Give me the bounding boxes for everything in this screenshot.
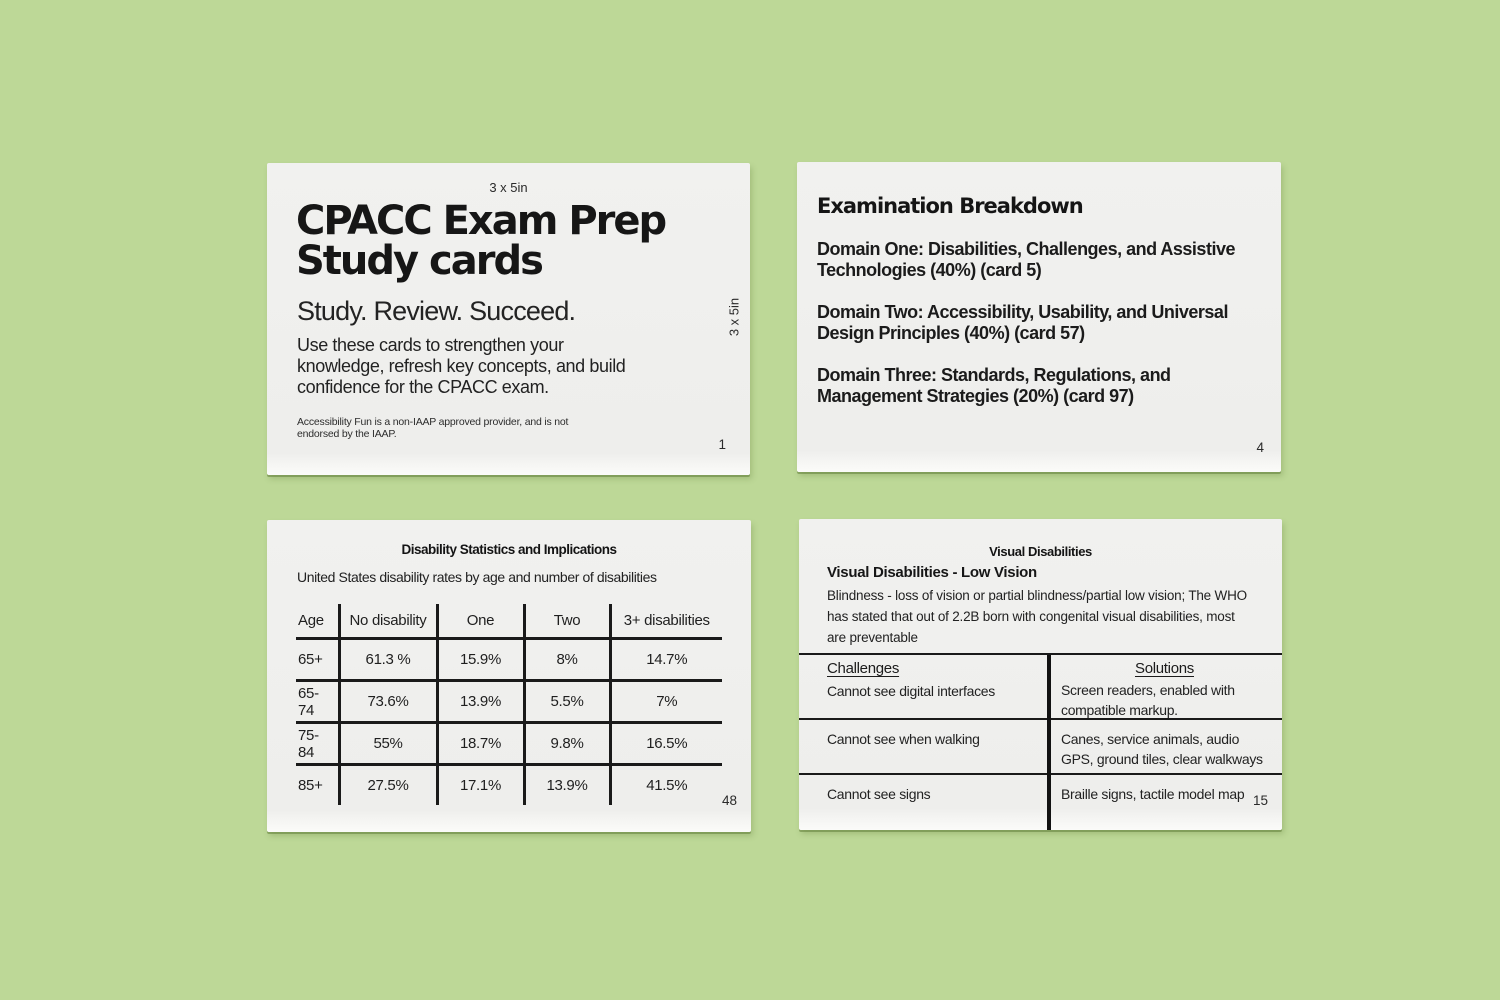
header-three-plus: 3+ disabilities bbox=[610, 604, 722, 639]
solution-cell bbox=[1047, 775, 1282, 830]
cell-value: 13.9% bbox=[524, 765, 610, 806]
challenges-solutions-table bbox=[799, 653, 1282, 830]
table-row bbox=[296, 723, 722, 765]
cell-age: 65+ bbox=[296, 639, 339, 681]
table-header-row bbox=[296, 604, 722, 639]
cell-value: 61.3 % bbox=[339, 639, 437, 681]
challenge-text bbox=[827, 729, 1037, 749]
card-title: Visual Disabilities bbox=[989, 544, 1092, 559]
challenge-cell bbox=[799, 720, 1047, 773]
table-row bbox=[296, 639, 722, 681]
deck-title bbox=[296, 198, 666, 284]
header-age: Age bbox=[296, 604, 339, 639]
disclaimer-line: Accessibility Fun is a non-IAAP approved provider, and is not bbox=[297, 416, 569, 428]
solution-text bbox=[1061, 784, 1268, 804]
low-vision-description bbox=[827, 585, 1247, 648]
challenge-text bbox=[827, 681, 1037, 701]
low-vision-heading: Visual Disabilities - Low Vision bbox=[827, 564, 1037, 581]
card-subtitle: United States disability rates by age and number of disabilities bbox=[297, 569, 657, 585]
intro-card bbox=[267, 163, 750, 475]
challenge-cell bbox=[799, 655, 1047, 718]
cell-value: 15.9% bbox=[437, 639, 524, 681]
cell-age: 65- 74 bbox=[296, 681, 339, 723]
challenge-line: Cannot see signs bbox=[827, 786, 931, 802]
solution-line: Screen readers, enabled with bbox=[1061, 682, 1235, 698]
challenges-header: Challenges bbox=[827, 660, 900, 677]
column-divider bbox=[1047, 655, 1051, 830]
disclaimer-text bbox=[297, 417, 568, 440]
header-two: Two bbox=[524, 604, 610, 639]
header-no-disability: No disability bbox=[339, 604, 437, 639]
domain-two bbox=[817, 302, 1235, 344]
deck-tagline: Study. Review. Succeed. bbox=[297, 296, 576, 326]
cell-value: 13.9% bbox=[437, 681, 524, 723]
challenge-line: Cannot see when walking bbox=[827, 731, 980, 747]
cell-value: 16.5% bbox=[610, 723, 722, 765]
deck-title-line-2: Study cards bbox=[296, 238, 542, 284]
table-row bbox=[296, 765, 722, 806]
deck-description bbox=[297, 335, 625, 398]
cell-age: 85+ bbox=[296, 765, 339, 806]
cell-value: 17.1% bbox=[437, 765, 524, 806]
cell-value: 18.7% bbox=[437, 723, 524, 765]
solution-text bbox=[1061, 729, 1268, 769]
page-number: 4 bbox=[1256, 440, 1264, 455]
cell-value: 55% bbox=[339, 723, 437, 765]
page-number: 1 bbox=[718, 437, 726, 452]
solution-line: Braille signs, tactile model map bbox=[1061, 786, 1245, 802]
domain-line: Technologies (40%) (card 5) bbox=[817, 260, 1042, 280]
domain-line: Management Strategies (20%) (card 97) bbox=[817, 386, 1134, 406]
solution-cell bbox=[1047, 655, 1282, 718]
solution-line: compatible markup. bbox=[1061, 702, 1178, 718]
solution-text bbox=[1061, 680, 1268, 720]
cell-age: 75- 84 bbox=[296, 723, 339, 765]
cell-value: 41.5% bbox=[646, 777, 688, 794]
challenge-cell bbox=[799, 775, 1047, 830]
domain-one bbox=[817, 239, 1235, 281]
domain-line: Design Principles (40%) (card 57) bbox=[817, 323, 1085, 343]
cell-value: 73.6% bbox=[339, 681, 437, 723]
description-line: confidence for the CPACC exam. bbox=[297, 377, 549, 397]
table-row bbox=[296, 681, 722, 723]
table-row bbox=[799, 775, 1282, 830]
solution-cell bbox=[1047, 720, 1282, 773]
cell-value: 8% bbox=[524, 639, 610, 681]
table-row bbox=[799, 720, 1282, 775]
challenge-text bbox=[827, 784, 1037, 804]
visual-disabilities-card bbox=[799, 519, 1282, 830]
cell-value: 9.8% bbox=[524, 723, 610, 765]
card-size-label-rotated: 3 x 5in bbox=[726, 297, 742, 337]
header-one: One bbox=[437, 604, 524, 639]
solution-line: Canes, service animals, audio bbox=[1061, 731, 1240, 747]
domain-line: Domain Two: Accessibility, Usability, and Universal bbox=[817, 302, 1228, 322]
solution-line: GPS, ground tiles, clear walkways bbox=[1061, 751, 1263, 767]
disability-rates-table bbox=[296, 604, 722, 805]
description-line: knowledge, refresh key concepts, and build bbox=[297, 356, 626, 376]
card-title: Examination Breakdown bbox=[817, 194, 1083, 218]
page-number: 15 bbox=[1252, 793, 1268, 808]
page-number: 48 bbox=[721, 793, 737, 808]
disability-statistics-card bbox=[267, 520, 751, 832]
description-line: Use these cards to strengthen your bbox=[297, 335, 564, 355]
card-title: Disability Statistics and Implications bbox=[401, 542, 617, 557]
domain-list bbox=[817, 239, 1235, 428]
examination-breakdown-card bbox=[797, 162, 1281, 472]
domain-line: Domain One: Disabilities, Challenges, and Assistive bbox=[817, 239, 1235, 259]
cell-value: 7% bbox=[610, 681, 722, 723]
body-line: has stated that out of 2.2B born with congenital visual disabilities, most bbox=[827, 609, 1235, 624]
disclaimer-line: endorsed by the IAAP. bbox=[297, 427, 397, 440]
challenge-line: Cannot see digital interfaces bbox=[827, 683, 995, 699]
body-line: Blindness - loss of vision or partial blindness/partial low vision; The WHO bbox=[827, 588, 1247, 603]
domain-three bbox=[817, 365, 1235, 407]
body-line: are preventable bbox=[827, 630, 918, 645]
cell-value: 5.5% bbox=[524, 681, 610, 723]
cell-value: 14.7% bbox=[610, 639, 722, 681]
solutions-header: Solutions bbox=[1134, 660, 1194, 677]
card-size-label-top: 3 x 5in bbox=[489, 180, 528, 195]
deck-title-line-1: CPACC Exam Prep bbox=[296, 198, 666, 244]
domain-line: Domain Three: Standards, Regulations, and bbox=[817, 365, 1171, 385]
cell-value: 27.5% bbox=[339, 765, 437, 806]
table-row bbox=[799, 655, 1282, 720]
